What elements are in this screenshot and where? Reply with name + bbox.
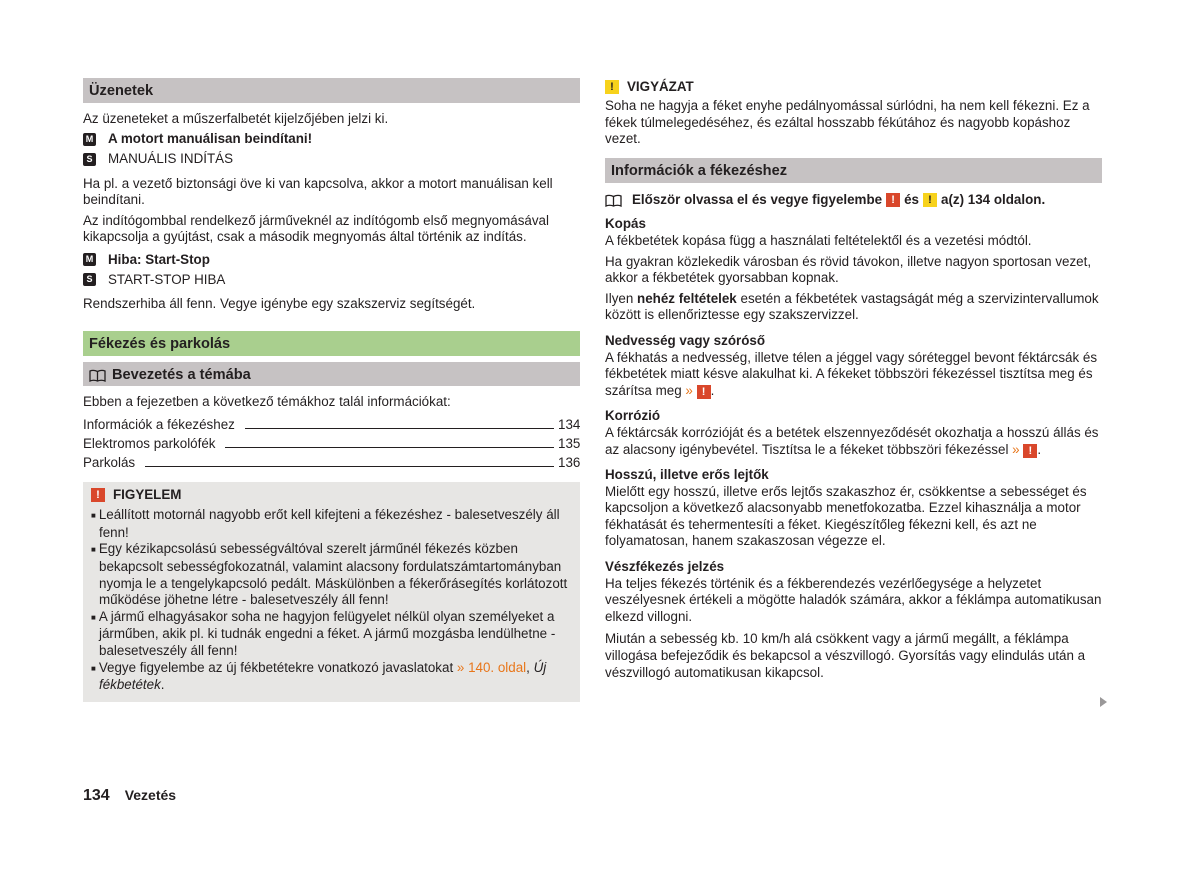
body-text: Ha teljes fékezés történik és a fékberendezés vezérlőegysége a helyzetet veszélyesnek értékeli a mögötte haladók számára, akkor a féklámpa automatikusan elkezd villogni.	[605, 575, 1102, 624]
body-text: Ha gyakran közlekedik városban és rövid távokon, illetve nagyon sportosan vezet, akkor a fékbetétek gyorsabban kopnak.	[605, 253, 1092, 286]
toc-item[interactable]	[83, 433, 580, 452]
message-row	[83, 250, 580, 270]
warning-bullet: ■ Vegye figyelembe az új fékbetétekre vonatkozó javaslatokat » 140. oldal, Új fékbetétek.	[91, 660, 572, 694]
message-text: A motort manuálisan beindítani!	[108, 131, 313, 147]
warning-icon: !	[697, 385, 711, 399]
note-text: és	[904, 191, 919, 207]
body-text: A fékhatás a nedvesség, illetve télen a jéggel vagy sóréteggel bevont féktárcsák és fékbetétek miatt késve alakulhat ki. A fékeket többszöri fékezéssel tisztítsa meg és szárítsa meg » ! .	[605, 349, 1098, 398]
warning-bullet: ■ A jármű elhagyásakor soha ne hagyjon felügyelet nélkül olyan személyeket a járműben, akik pl. ki tudnák engedni a féket. A jármű mozgásba lendülhetne - balesetveszély áll fenn!	[91, 609, 572, 660]
link-title: Új fékbetétek	[99, 659, 547, 693]
warning-icon: !	[91, 488, 105, 502]
caution-title-text: VIGYÁZAT	[627, 78, 694, 94]
message-row	[83, 270, 580, 290]
warning-link[interactable]: »	[685, 382, 693, 398]
display-m-icon: M	[83, 133, 96, 146]
emphasis-text: nehéz feltételek	[637, 290, 737, 306]
warning-title	[91, 486, 572, 504]
toc-page: 135	[558, 435, 581, 451]
uzenetek-paragraph: Az indítógombbal rendelkező járműveknél az indítógomb első megnyomásával kikapcsolja a gyújtást, csak a második megnyomás által történik az indítás.	[83, 212, 549, 245]
warning-icon: !	[886, 193, 900, 207]
toc-leader	[245, 428, 554, 429]
note-text: Először olvassa el és vegye figyelembe	[632, 191, 883, 207]
subheading-nedvesseg: Nedvesség vagy szóróső	[605, 332, 766, 348]
uzenetek-paragraph: Rendszerhiba áll fenn. Vegye igénybe egy szakszerviz segítségét.	[83, 295, 476, 311]
read-first-note	[605, 192, 1102, 209]
toc-label: Parkolás	[83, 454, 136, 470]
chapter-name: Vezetés	[124, 787, 177, 803]
subheading-veszfekezes: Vészfékezés jelzés	[605, 559, 725, 575]
body-text-part: Ilyen	[605, 290, 634, 306]
intro-heading	[83, 362, 580, 386]
toc-page: 136	[558, 454, 581, 470]
subheading-korrozio: Korrózió	[605, 408, 661, 424]
page-footer	[83, 787, 176, 805]
toc-label: Elektromos parkolófék	[83, 435, 216, 451]
toc-list	[83, 414, 580, 471]
page-number: 134	[83, 787, 110, 804]
left-column	[83, 78, 580, 702]
body-text-part: esetén a fékbetétek vastagságát még a szervizintervallumok között is ellenőriztesse egy szakszervizzel.	[605, 290, 1099, 323]
warning-icon: !	[1023, 444, 1037, 458]
caution-text: Soha ne hagyja a féket enyhe pedálnyomással súrlódni, ha nem kell fékezni. Ez a fékek túlmelegedéséhez, és ezáltal hosszabb fékútához és nagyobb kopáshoz vezet.	[605, 98, 1090, 147]
toc-leader	[225, 447, 554, 448]
message-text: Hiba: Start-Stop	[108, 251, 210, 267]
display-s-icon: S	[83, 273, 96, 286]
body-text	[605, 291, 1102, 324]
intro-text: Ebben a fejezetben a következő témákhoz talál információkat:	[83, 393, 451, 409]
intro-heading-text: Bevezetés a témába	[112, 367, 251, 384]
section-heading-info: Információk a fékezéshez	[605, 158, 1102, 183]
toc-item[interactable]	[83, 452, 580, 471]
body-text-part: A fékhatás a nedvesség, illetve télen a jéggel vagy sóréteggel bevont féktárcsák és fékbetétek miatt késve alakulhat ki. A fékeket többszöri fékezéssel tisztítsa meg és szárítsa meg	[605, 349, 1098, 398]
toc-label: Információk a fékezéshez	[83, 416, 235, 432]
page-link[interactable]: » 140. oldal	[456, 659, 527, 675]
warning-text: Vegye figyelembe az új fékbetétekre vonatkozó javaslatokat	[98, 659, 454, 675]
message-row	[83, 130, 580, 150]
note-text: a(z) 134 oldalon.	[941, 191, 1046, 207]
continue-arrow-icon	[1100, 697, 1107, 707]
uzenetek-paragraph: Ha pl. a vezető biztonsági öve ki van kapcsolva, akkor a motort manuálisan kell beindítani.	[83, 175, 553, 208]
caution-title	[605, 78, 1102, 96]
display-m-icon: M	[83, 253, 96, 266]
right-column	[605, 78, 1102, 681]
caution-icon: !	[605, 80, 619, 94]
message-text: START-STOP HIBA	[108, 271, 226, 287]
book-icon	[605, 194, 622, 207]
toc-page: 134	[558, 416, 581, 432]
subheading-kopas: Kopás	[605, 216, 646, 232]
body-text: Miután a sebesség kb. 10 km/h alá csökkent vagy a jármű megállt, a féklámpa villogása befejeződik és bekapcsol a vészvillogó. Gyorsítás vagy elindulás után a vészvillogó automatikusan kikapcsol.	[605, 631, 1086, 680]
warning-title-text: FIGYELEM	[113, 486, 182, 502]
uzenetek-intro: Az üzeneteket a műszerfalbetét kijelzőjében jelzi ki.	[83, 111, 389, 126]
toc-item[interactable]	[83, 414, 580, 433]
warning-bullet: ■ Egy kézikapcsolású sebességváltóval szerelt járműnél fékezés közben bekapcsolt sebességfokozatnál, valamint alacsony fordulatszámtartományban nyomja le a tengelykapcsoló pedált. Máskülönben a fékerőrásegítés korlátozott működése jöhetne létre - balesetveszély áll fenn!	[91, 541, 572, 608]
section-heading-uzenetek: Üzenetek	[83, 78, 580, 103]
message-text: MANUÁLIS INDÍTÁS	[108, 151, 234, 167]
caution-icon: !	[923, 193, 937, 207]
body-text-part: A féktárcsák korrózióját és a betétek elszennyeződését okozhatja a hosszú állás és az alacsony igénybevétel. Tisztítsa le a fékeket többszöri fékezéssel	[605, 424, 1099, 457]
book-icon	[89, 369, 106, 382]
body-text: A fékbetétek kopása függ a használati feltételektől és a vezetési módtól.	[605, 232, 1032, 248]
body-text: A féktárcsák korrózióját és a betétek elszennyeződését okozhatja a hosszú állás és az alacsony igénybevétel. Tisztítsa le a fékeket többszöri fékezéssel » ! .	[605, 424, 1099, 457]
display-s-icon: S	[83, 153, 96, 166]
toc-leader	[145, 466, 554, 467]
message-row	[83, 150, 580, 170]
warning-bullet: ■ Leállított motornál nagyobb erőt kell kifejteni a fékezéshez - balesetveszély áll fenn!	[91, 507, 572, 541]
body-text: Mielőtt egy hosszú, illetve erős lejtős szakaszhoz ér, csökkentse a sebességet és kapcsoljon a következő alacsonyabb menetfokozatba. Ezzel kihasználja a motor fékhatását és tehermentesíti a féket. Kiegészítőleg fékezni kell, és azt ne folyamatosan, hanem szakaszosan végezze el.	[605, 483, 1087, 549]
subheading-lejtok: Hosszú, illetve erős lejtők	[605, 467, 769, 483]
warning-link[interactable]: »	[1012, 441, 1020, 457]
warning-box	[83, 482, 580, 702]
section-heading-fekezes: Fékezés és parkolás	[83, 331, 580, 356]
